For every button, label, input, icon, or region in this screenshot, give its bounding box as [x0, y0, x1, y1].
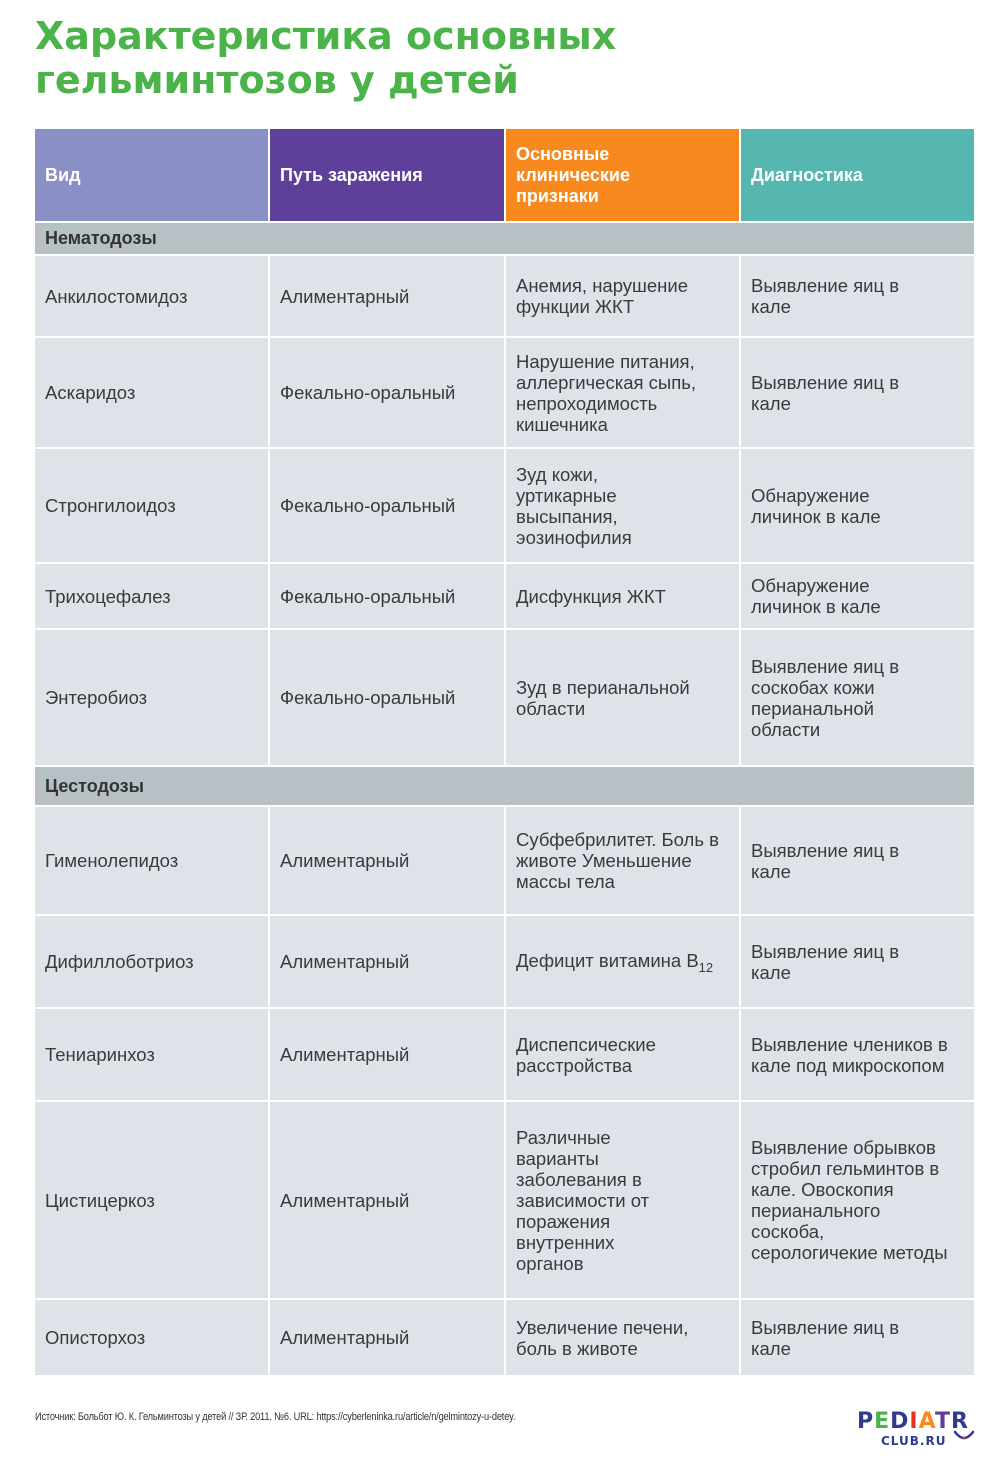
cell-diag-text: Выявление обрывков стробил гельминтов в кале. Овоскопия перианального соскоба, серологичекие методы [751, 1137, 948, 1263]
cell-put: Фекально-оральный [269, 337, 505, 448]
cell-vid: Энтеробиоз [35, 629, 269, 766]
logo-letter-e: E [874, 1409, 891, 1434]
page-title-line-1: Характеристика основных [35, 14, 617, 58]
cell-priznaki [505, 915, 740, 1008]
cell-diag [740, 1299, 974, 1376]
smile-icon [953, 1426, 975, 1446]
header-priznaki-text: Основные клинические признаки [516, 143, 630, 206]
logo-letter-d: D [890, 1409, 910, 1434]
cell-diag-text: Выявление яиц в кале [751, 839, 900, 882]
cell-vid: Описторхоз [35, 1299, 269, 1376]
logo-letter-a: A [918, 1409, 935, 1434]
cell-priznaki-text [516, 950, 721, 973]
table-header-row [35, 129, 974, 222]
cell-priznaki [505, 1008, 740, 1101]
cell-put: Алиментарный [269, 1101, 505, 1299]
header-put: Путь заражения [269, 129, 505, 222]
cell-vid: Цистицеркоз [35, 1101, 269, 1299]
cell-priznaki-text: Увеличение печени, боль в животе [516, 1316, 689, 1359]
table-row [35, 1008, 974, 1101]
cell-diag [740, 255, 974, 337]
cell-priznaki: Нарушение питания, аллергическая сыпь, непроходимость кишечника [505, 337, 740, 448]
cell-priznaki-text: Диспепсические расстройства [516, 1033, 656, 1076]
cell-vid: Анкилостомидоз [35, 255, 269, 337]
cell-diag [740, 448, 974, 563]
cell-diag-text: Выявление члеников в кале под микроскопом [751, 1033, 948, 1076]
logo-letter-i: I [909, 1409, 919, 1434]
cell-priznaki-text: Анемия, нарушение функции ЖКТ [516, 275, 689, 317]
cell-vid: Гименолепидоз [35, 806, 269, 915]
table-row [35, 337, 974, 448]
cell-vid: Аскаридоз [35, 337, 269, 448]
cell-diag-text: Выявление яиц в кале [751, 940, 900, 983]
cell-priznaki [505, 1101, 740, 1299]
cell-vid: Трихоцефалез [35, 563, 269, 629]
cell-vid: Тениаринхоз [35, 1008, 269, 1101]
header-priznaki [505, 129, 740, 222]
cell-diag [740, 1101, 974, 1299]
table-row [35, 563, 974, 629]
header-diag: Диагностика [740, 129, 974, 222]
table-row [35, 255, 974, 337]
page-title [35, 14, 935, 102]
cell-priznaki-main: Дефицит витамина В [516, 950, 699, 971]
logo-letter-r: R [950, 1409, 969, 1434]
cell-put: Алиментарный [269, 255, 505, 337]
cell-diag-text: Выявление яиц в кале [751, 275, 900, 317]
pediatr-club-logo[interactable] [857, 1410, 977, 1454]
cell-diag-text: Обнаружение личинок в кале [751, 575, 881, 617]
cell-diag [740, 1008, 974, 1101]
table-row [35, 448, 974, 563]
table-row [35, 915, 974, 1008]
group-label: Нематодозы [35, 222, 974, 255]
cell-put: Фекально-оральный [269, 629, 505, 766]
cell-priznaki: Дисфункция ЖКТ [505, 563, 740, 629]
helminthiasis-table [35, 129, 974, 1377]
group-row-nematodes [35, 222, 974, 255]
page-title-line-2: гельминтозов у детей [35, 58, 519, 102]
cell-priznaki-subscript: 12 [698, 960, 714, 975]
cell-priznaki-text: Зуд кожи, уртикарные высыпания, эозинофилия [516, 463, 632, 548]
cell-put: Алиментарный [269, 1008, 505, 1101]
cell-diag-text: Выявление яиц в соскобах кожи перианальной области [751, 655, 900, 740]
cell-put: Алиментарный [269, 806, 505, 915]
cell-priznaki-text: Различные варианты заболевания в зависимости от поражения внутренних органов [516, 1126, 650, 1274]
cell-vid: Стронгилоидоз [35, 448, 269, 563]
cell-put: Алиментарный [269, 915, 505, 1008]
table-row [35, 1299, 974, 1376]
header-vid: Вид [35, 129, 269, 222]
logo-letter-t: T [934, 1409, 951, 1434]
cell-put: Алиментарный [269, 1299, 505, 1376]
table-row [35, 806, 974, 915]
cell-diag [740, 563, 974, 629]
group-label: Цестодозы [35, 766, 974, 806]
logo-letter-p: P [857, 1409, 875, 1434]
cell-diag-text: Выявление яиц в кале [751, 1316, 900, 1359]
cell-priznaki [505, 806, 740, 915]
cell-diag [740, 629, 974, 766]
cell-vid: Дифиллоботриоз [35, 915, 269, 1008]
cell-priznaki [505, 448, 740, 563]
cell-diag [740, 915, 974, 1008]
cell-put: Фекально-оральный [269, 448, 505, 563]
group-row-cestodes [35, 766, 974, 806]
cell-diag [740, 337, 974, 448]
cell-diag [740, 806, 974, 915]
cell-priznaki-text: Субфебрилитет. Боль в животе Уменьшение массы тела [516, 829, 719, 892]
logo-subtitle: CLUB.RU [881, 1434, 947, 1448]
table-row [35, 1101, 974, 1299]
cell-priznaki [505, 629, 740, 766]
table-row [35, 629, 974, 766]
cell-diag-text: Выявление яиц в кале [751, 371, 900, 414]
source-citation: Источник: Больбот Ю. К. Гельминтозы у детей // ЗР. 2011. №6. URL: https://cyberleninka.ru/article/n/gelmintozy-u-detey. [35, 1411, 516, 1423]
cell-priznaki-text: Зуд в перианальной области [516, 676, 690, 719]
cell-priznaki [505, 255, 740, 337]
cell-put: Фекально-оральный [269, 563, 505, 629]
cell-diag-text: Обнаружение личинок в кале [751, 484, 881, 527]
cell-priznaki [505, 1299, 740, 1376]
